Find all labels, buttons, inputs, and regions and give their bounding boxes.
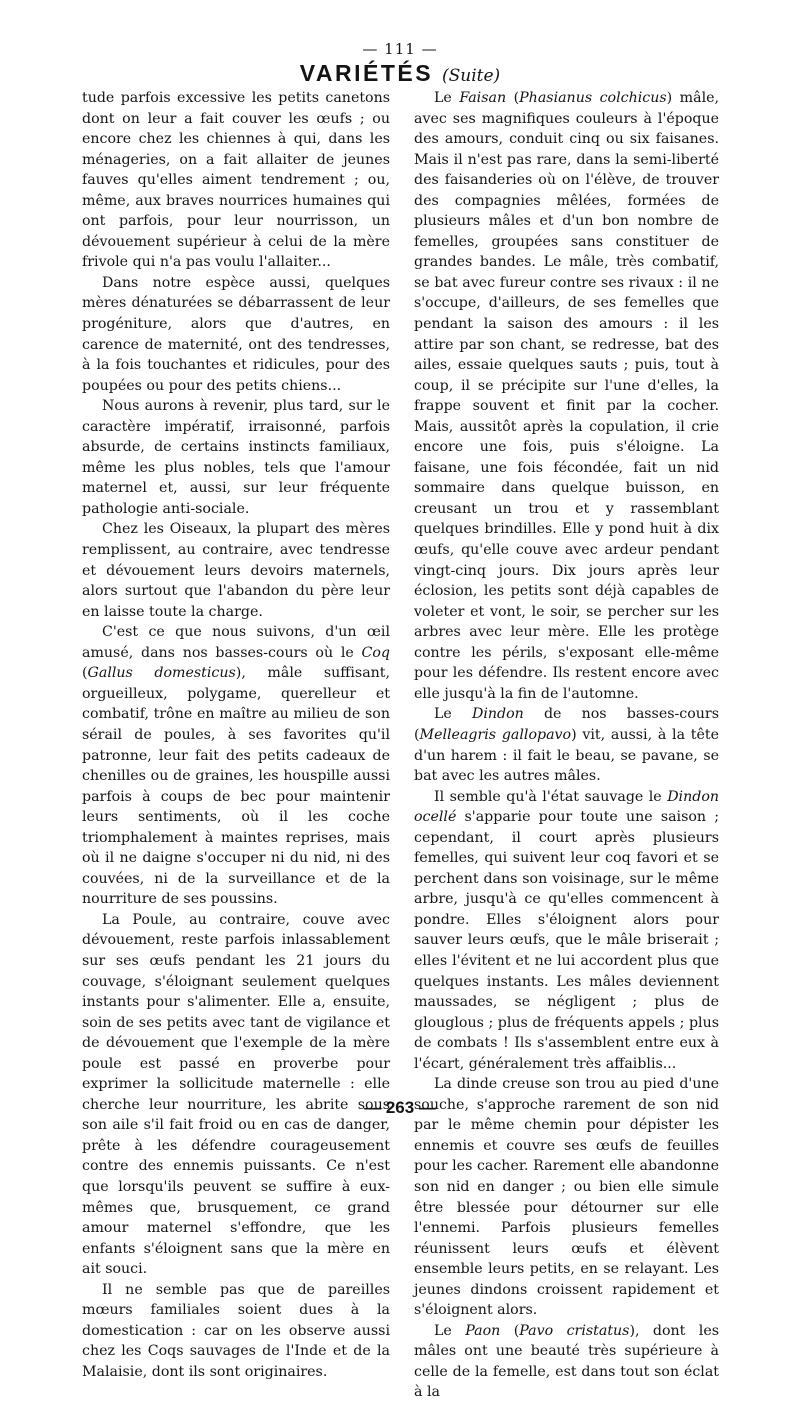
paragraph: [414, 787, 719, 1075]
page-number-top: — 111 —: [362, 40, 438, 58]
text-run: de nos basses-cours (: [414, 706, 719, 743]
paragraph: [414, 1321, 719, 1403]
page-title: [0, 60, 800, 87]
text-run: Le: [434, 90, 460, 106]
left-column: [82, 88, 390, 1382]
paragraph: La Poule, au contraire, couve avec dévouement, reste parfois inlassablement sur ses œufs pendant les 21 jours du couvage, s'éloignant seulement quelques instants pour s'alimenter. Elle a, ensuite, soin de ses petits avec tant de vigilance et de dévouement que l'exemple de la mère poule est passé en proverbe pour exprimer la sollicitude maternelle : elle cherche leur nourriture, les abrite sous son aile s'il fait froid ou en cas de danger, prête à les défendre courageusement contre des ennemis puissants. Ce n'est que lorsqu'ils peuvent se suffire à eux-mêmes que, brusquement, ce grand amour maternel s'effondre, que les enfants s'éloignent sans que la mère en ait souci.: [82, 911, 390, 1278]
species-name: Dindon: [471, 706, 524, 723]
species-name: Paon: [465, 1322, 501, 1339]
paragraph: Dans notre espèce aussi, quelques mères dénaturées se débarrassent de leur progéniture, alors que d'autres, en carence de maternité, ont des tendresses, à la fois touchantes et ridicules, pour des poupées ou pour des petits chiens...: [82, 274, 390, 394]
paragraph: La dinde creuse son trou au pied d'une souche, s'approche rarement de son nid par le même chemin pour dépister les ennemis et couvre ses œufs de feuilles pour les cacher. Rarement elle abandonne son nid en danger ; ou bien elle simule être blessée pour détourner sur elle l'ennemi. Parfois plusieurs femelles réunissent leurs œufs et élèvent ensemble leurs petits, en se relayant. Les jeunes dindons croissent rapidement et s'éloignent alors.: [414, 1076, 719, 1319]
page-number-bottom: — 263 —: [364, 1098, 436, 1117]
title-text: VARIÉTÉS: [299, 60, 434, 86]
text-run: ), dont les mâles ont une beauté très supérieure à celle de la femelle, est dans tout son éclat à la: [414, 1322, 720, 1401]
latin-name: Melleagris gallopavo: [419, 726, 572, 743]
species-name: Coq: [361, 644, 390, 661]
paragraph: Nous aurons à revenir, plus tard, sur le caractère impératif, irraisonné, parfois absurde, de certains instincts familiaux, même les plus nobles, tels que l'amour maternel et, aussi, sur leur fréquente pathologie anti-sociale.: [82, 398, 390, 517]
right-column: [414, 88, 719, 1403]
paragraph: Il ne semble pas que de pareilles mœurs familiales soient dues à la domestication : car on les observe aussi chez les Coqs sauvages de l'Inde et de la Malaisie, dont ils sont originaires.: [82, 1281, 390, 1380]
paragraph: Chez les Oiseaux, la plupart des mères remplissent, au contraire, avec tendresse et dévouement leurs devoirs maternels, alors surtout que l'abandon du père leur en laisse toute la charge.: [82, 521, 390, 620]
text-run: ), mâle suffisant, orgueilleux, polygame, querelleur et combatif, trône en maître au milieu de son sérail de poules, à ses favorites qu'il patronne, leur fait des petits cadeaux de chenilles ou de graines, les houspille aussi parfois à coups de bec pour maintenir leurs sentiments, où il les coche triomphalement à maintes reprises, mais où il ne daigne s'occuper ni du nid, ni des couvées, ni de la surveillance et de la nourriture de ses poussins.: [82, 665, 390, 908]
text-run: C'est ce que nous suivons, d'un œil amusé, dans nos basses-cours où le: [82, 624, 390, 661]
text-run: (: [500, 1322, 520, 1339]
text-run: ) vit, aussi, à la tête d'un harem : il fait le beau, se pavane, se bat avec les autres mâles.: [414, 726, 719, 785]
latin-name: Pavo cristatus: [519, 1322, 630, 1339]
species-name: Dindon ocellé: [414, 788, 719, 826]
latin-name: Gallus domesticus: [87, 665, 236, 682]
text-run: Le: [434, 1322, 466, 1339]
paragraph: [414, 88, 719, 704]
text-run: (: [82, 665, 88, 682]
text-run: s'apparie pour toute une saison ; cependant, il court après plusieurs femelles, qui suivent leur coq favori et se perchent dans son voisinage, sur le même arbre, jusqu'à ce qu'elles commencent à pondre. Elles s'éloignent alors pour sauver leurs œufs, que le mâle briserait ; elles l'évitent et ne lui accordent plus que quelques instants. Les mâles deviennent maussades, se négligent ; plus de glouglous ; plus de fréquents appels ; plus de combats ! Ils s'assemblent entre eux à l'écart, généralement très affaiblis...: [414, 809, 719, 1072]
title-subtitle: (Suite): [442, 66, 501, 86]
text-run: (: [506, 90, 520, 106]
text-run: Il semble qu'à l'état sauvage le: [434, 788, 668, 805]
paragraph: [82, 622, 390, 910]
text-run: Le: [434, 706, 472, 723]
paragraph: [414, 704, 719, 786]
text-run: ) mâle, avec ses magnifiques couleurs à l'époque des amours, conduit cinq ou six faisanes. Mais il n'est pas rare, dans la semi-liberté des faisanderies où on l'élève, de trouver des compagnies mêlées, formées de plusieurs mâles et d'un bon nombre de femelles, groupées sans constituer de grandes bandes. Le mâle, très combatif, se bat avec fureur contre ses rivaux : il ne s'occupe, d'ailleurs, de ses femelles que pendant la saison des amours : il les attire par son chant, se redresse, bat des ailes, essaie quelques sauts ; puis, tout à coup, il se précipite sur l'une d'elles, la frappe souvent et finit par la cocher. Mais, aussitôt après la copulation, il crie encore une fois, puis s'éloigne. La faisane, une fois fécondée, fait un nid sommaire dans quelque buisson, en creusant un trou et y rassemblant quelques brindilles. Elle y pond huit à dix œufs, qu'elle couve avec ardeur pendant vingt-cinq jours. Dix jours après leur éclosion, les petits sont déjà capables de voleter et vont, le soir, se percher sur les arbres avec leur mère. Elle les protège contre les périls, s'exposant elle-même pour les défendre. Ils restent encore avec elle jusqu'à la fin de l'automne.: [414, 90, 720, 702]
paragraph: tude parfois excessive les petits canetons dont on leur a fait couver les œufs ; ou encore chez les chiennes à qui, dans les ménageries, on a fait allaiter de jeunes fauves qu'elles aiment tendrement ; ou, même, aux braves nourrices humaines qui ont parfois, pour leur nourrisson, un dévouement supérieur à celui de la mère frivole qui n'a pas voulu l'allaiter...: [82, 90, 390, 271]
species-name: Faisan: [459, 90, 507, 106]
latin-name: Phasianus colchicus: [519, 90, 667, 106]
